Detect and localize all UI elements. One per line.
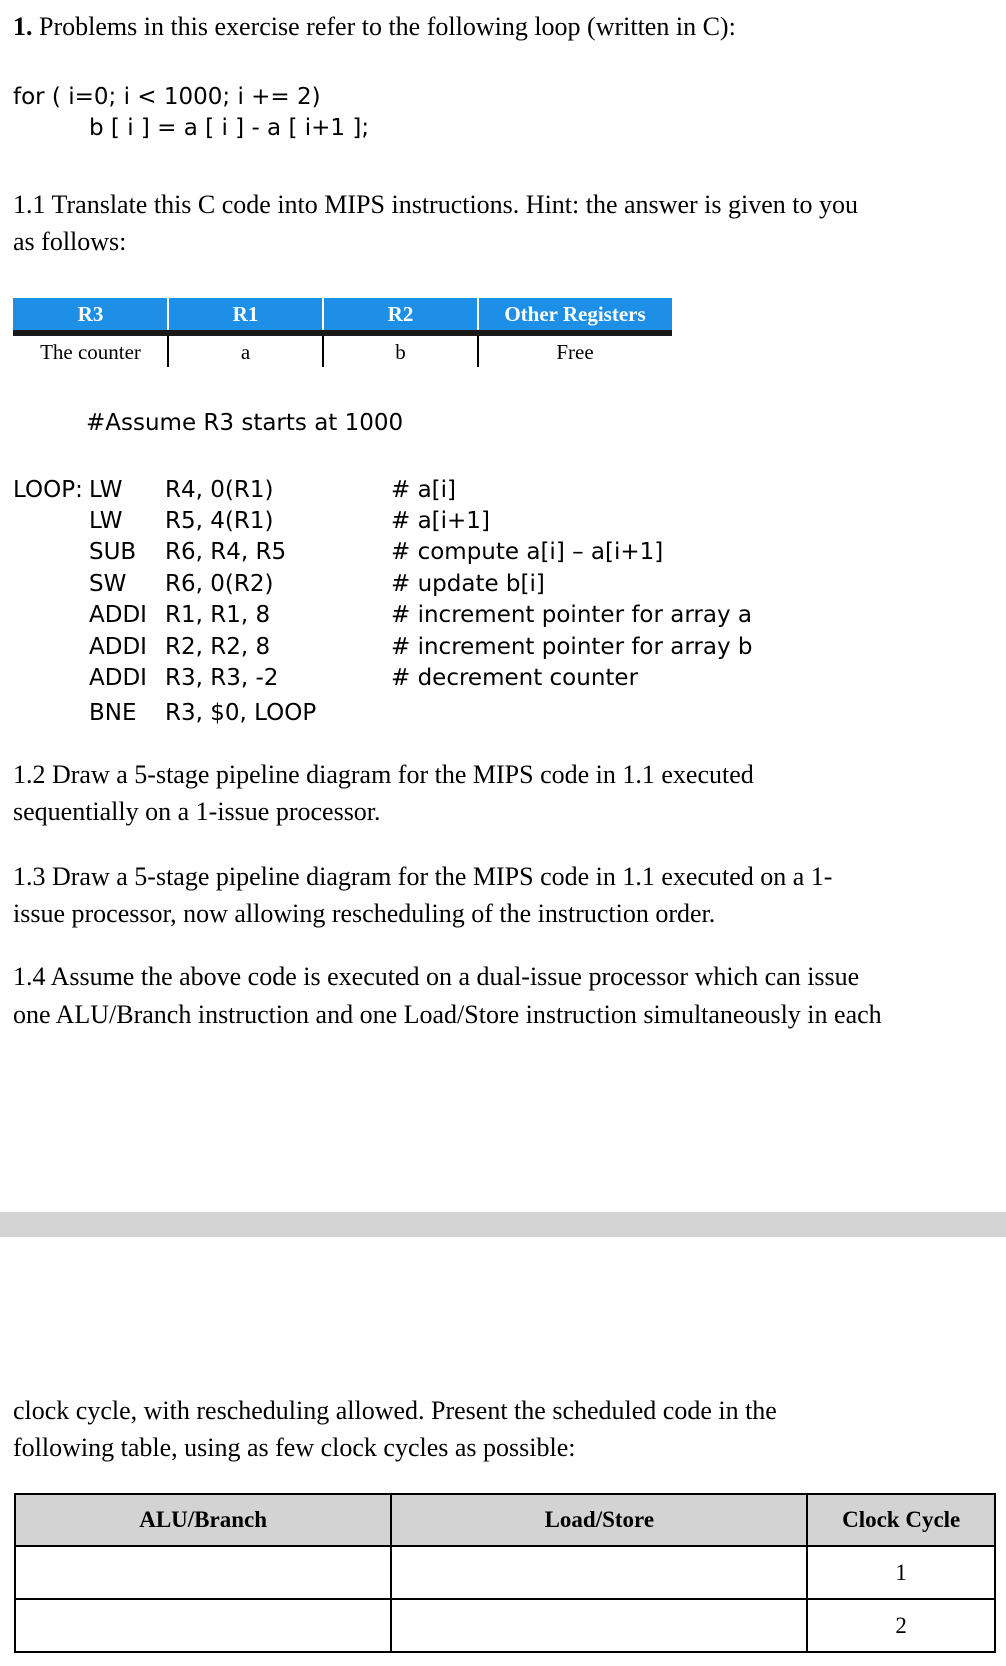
mips-op: ADDI: [89, 602, 147, 628]
question-1-3-line-1: 1.3 Draw a 5-stage pipeline diagram for the MIPS code in 1.1 executed on a 1-: [13, 862, 833, 891]
problem-number: 1.: [13, 12, 33, 41]
schedule-header-alu-branch: ALU/Branch: [15, 1494, 391, 1546]
mips-comment: # decrement counter: [391, 665, 639, 691]
mips-comment: # a[i]: [391, 477, 457, 503]
mips-args: R3, R3, -2: [165, 665, 279, 691]
register-header-r2: R2: [323, 298, 478, 330]
load-store-cell[interactable]: [391, 1546, 807, 1599]
mips-comment: # a[i+1]: [391, 508, 490, 534]
register-body-divider: [477, 336, 479, 367]
mips-comment: # update b[i]: [391, 571, 545, 597]
page-break-band: [0, 1212, 1006, 1237]
schedule-header-clock-cycle: Clock Cycle: [807, 1494, 995, 1546]
table-row: [15, 1546, 995, 1599]
mips-args: R2, R2, 8: [165, 634, 271, 660]
loop-label: LOOP:: [13, 477, 83, 503]
question-1-3-line-2: issue processor, now allowing rescheduling of the instruction order.: [13, 899, 716, 928]
mips-args: R6, 0(R2): [165, 571, 274, 597]
register-header-other: Other Registers: [478, 298, 672, 330]
mips-args: R3, $0, LOOP: [165, 700, 317, 726]
question-1-4-line-2: one ALU/Branch instruction and one Load/Store instruction simultaneously in each: [13, 1000, 882, 1029]
schedule-header-load-store: Load/Store: [391, 1494, 807, 1546]
register-value-r2: b: [395, 340, 406, 364]
register-value-r1: a: [240, 340, 251, 364]
mips-args: R1, R1, 8: [165, 602, 271, 628]
problem-intro-text: Problems in this exercise refer to the following loop (written in C):: [32, 12, 736, 41]
table-row: [15, 1599, 995, 1652]
question-1-1-line-1: 1.1 Translate this C code into MIPS instructions. Hint: the answer is given to you: [13, 190, 858, 219]
register-header-r1: R1: [168, 298, 323, 330]
mips-op: SW: [89, 571, 127, 597]
register-value-r3: The counter: [40, 340, 141, 364]
register-header-divider: [477, 298, 479, 330]
register-header-divider: [322, 298, 324, 330]
mips-comment: # compute a[i] – a[i+1]: [391, 539, 664, 565]
assume-note: #Assume R3 starts at 1000: [86, 410, 404, 436]
clock-cycle-cell: 1: [807, 1546, 995, 1599]
question-1-2-line-1: 1.2 Draw a 5-stage pipeline diagram for the MIPS code in 1.1 executed: [13, 760, 754, 789]
question-1-1-line-2: as follows:: [13, 227, 127, 256]
mips-op: BNE: [89, 700, 137, 726]
mips-op: LW: [89, 508, 123, 534]
question-1-4-line-1: 1.4 Assume the above code is executed on a dual-issue processor which can issue: [13, 962, 860, 991]
mips-comment: # increment pointer for array a: [391, 602, 752, 628]
mips-op: SUB: [89, 539, 137, 565]
register-body-divider: [167, 336, 169, 367]
mips-op: ADDI: [89, 634, 147, 660]
mips-comment: # increment pointer for array b: [391, 634, 753, 660]
load-store-cell[interactable]: [391, 1599, 807, 1652]
alu-branch-cell[interactable]: [15, 1599, 391, 1652]
mips-args: R6, R4, R5: [165, 539, 287, 565]
schedule-header-row: [15, 1494, 995, 1546]
mips-args: R5, 4(R1): [165, 508, 274, 534]
question-1-2-line-2: sequentially on a 1-issue processor.: [13, 797, 381, 826]
register-header-r3: R3: [13, 298, 168, 330]
continued-text-line-1: clock cycle, with rescheduling allowed. Present the scheduled code in the: [13, 1396, 777, 1425]
mips-op: LW: [89, 477, 123, 503]
register-value-other: Free: [556, 340, 594, 364]
alu-branch-cell[interactable]: [15, 1546, 391, 1599]
register-body-divider: [322, 336, 324, 367]
register-header-divider: [167, 298, 169, 330]
problem-intro: [13, 8, 736, 45]
c-code-line-1: for ( i=0; i < 1000; i += 2): [13, 84, 321, 110]
mips-op: ADDI: [89, 665, 147, 691]
clock-cycle-cell: 2: [807, 1599, 995, 1652]
schedule-table: [14, 1493, 996, 1653]
mips-args: R4, 0(R1): [165, 477, 274, 503]
c-code-line-2: b [ i ] = a [ i ] - a [ i+1 ];: [89, 115, 370, 141]
continued-text-line-2: following table, using as few clock cycles as possible:: [13, 1433, 576, 1462]
